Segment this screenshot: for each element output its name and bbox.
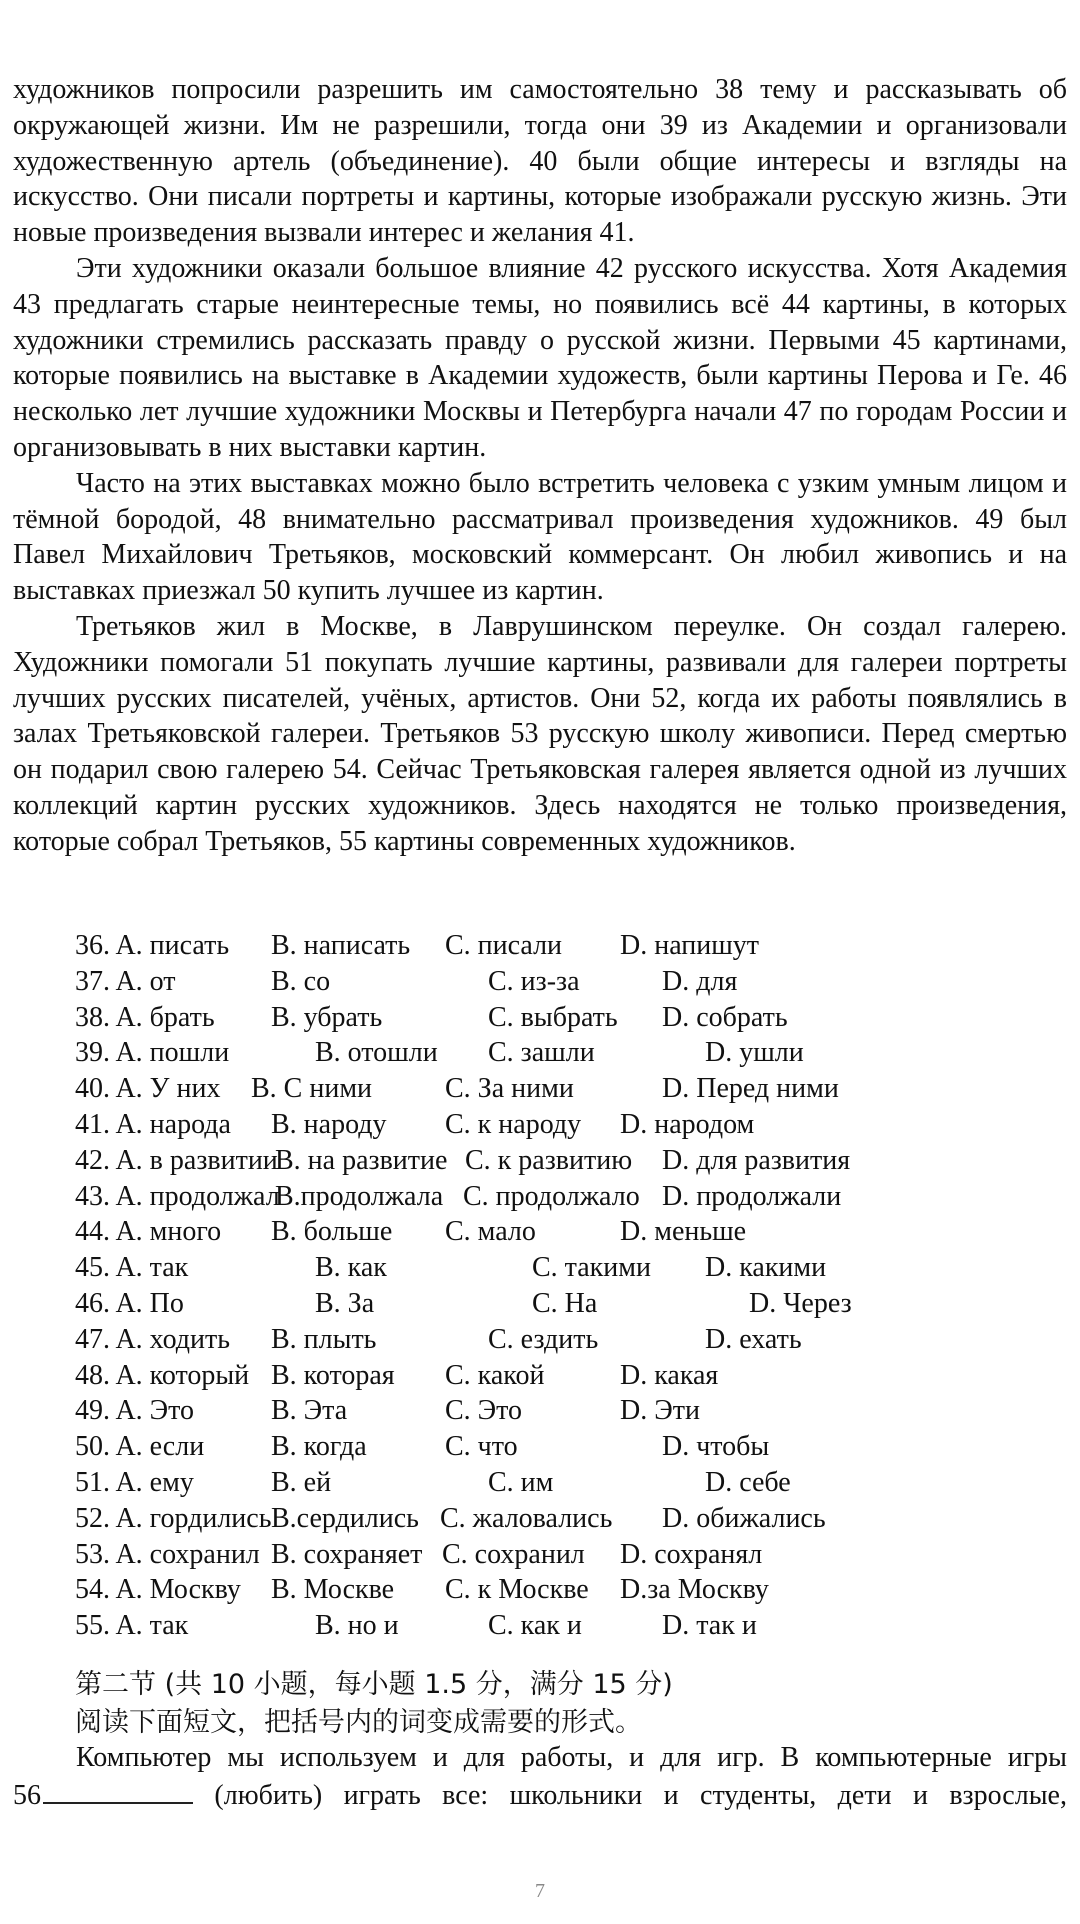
option-a: 51. A. ему — [75, 1466, 194, 1498]
option-b: B. плыть — [271, 1323, 377, 1355]
option-c: C. к Москве — [445, 1574, 589, 1606]
blank-question — [13, 1776, 193, 1814]
option-d: D. обижались — [662, 1502, 826, 1534]
option-b: B. но и — [315, 1610, 399, 1642]
option-a: 38. A. брать — [75, 1001, 215, 1033]
question-row — [75, 1000, 1075, 1036]
option-a: 52. A. гордились — [75, 1502, 272, 1534]
option-c: C. мало — [445, 1216, 536, 1248]
option-d: D. ушли — [705, 1037, 804, 1069]
option-a: 49. A. Это — [75, 1395, 195, 1427]
option-c: C. Это — [445, 1395, 523, 1427]
question-row — [75, 964, 1075, 1000]
option-a: 43. A. продолжал — [75, 1180, 280, 1212]
question-row — [75, 1501, 1075, 1537]
question-row — [75, 1358, 1075, 1394]
option-b: B. написать — [271, 930, 411, 961]
question-row — [75, 1214, 1075, 1250]
question-row — [75, 1071, 1075, 1107]
option-d: D. себе — [705, 1466, 791, 1498]
option-c: C. к народу — [445, 1108, 582, 1140]
question-row — [75, 1429, 1075, 1465]
option-a: 50. A. если — [75, 1431, 205, 1463]
option-b: B. как — [315, 1252, 387, 1284]
option-d: D. напишут — [620, 930, 760, 961]
option-c: C. зашли — [488, 1037, 595, 1069]
option-a: 36. A. писать — [75, 930, 230, 961]
question-row — [75, 1035, 1075, 1071]
passage-line: Компьютер мы используем и для работы, и для игр. В компьютерные игры — [76, 1742, 1067, 1773]
option-d: D. какая — [620, 1359, 719, 1391]
option-a: 46. A. По — [75, 1287, 184, 1319]
passage-word: и — [912, 1780, 928, 1811]
option-b: B. ей — [271, 1466, 332, 1498]
question-row — [75, 1465, 1075, 1501]
option-b: B. отошли — [315, 1037, 438, 1069]
option-b: B.продолжала — [275, 1180, 444, 1212]
passage-word: (любить) — [214, 1780, 323, 1811]
section-heading: 第二节 (共 10 小题，每小题 1.5 分，满分 15 分) — [75, 1669, 673, 1700]
answer-blank[interactable] — [43, 1776, 193, 1804]
question-row — [75, 1107, 1075, 1143]
passage-paragraph: Третьяков жил в Москве, в Лаврушинском переулке. Он создал галерею. Художники помогали 51 покупать лучшие картины, развивали для галереи портреты лучших русских писателей, учёных, артистов. Они 52, когда их работы появлялись в залах Третьяковской галереи. Третьяков 53 русскую школу живописи. Перед смертью он подарил свою галерею 54. Сейчас Третьяковская галерея является одной из лучших коллекций картин русских художников. Здесь находятся не только произведения, которые собрал Третьяков, 55 картины современных художников. — [13, 610, 1067, 857]
option-d: D. Перед ними — [662, 1073, 839, 1105]
question-row — [75, 1286, 1075, 1322]
option-c: C. такими — [532, 1252, 651, 1284]
option-b: B.сердились — [271, 1502, 419, 1534]
option-d: D. сохранял — [620, 1538, 763, 1570]
option-b: B. которая — [271, 1359, 395, 1391]
option-d: D. чтобы — [662, 1431, 770, 1463]
option-b: B. со — [271, 965, 331, 997]
option-c: C. На — [532, 1287, 598, 1319]
option-a: 40. A. У них — [75, 1073, 221, 1105]
option-b: B. когда — [271, 1431, 367, 1463]
passage-paragraph: Эти художники оказали большое влияние 42 русского искусства. Хотя Академия 43 предлагать старые неинтересные темы, но появились всё 44 картины, в которых художники стремились рассказать правду о русской жизни. Первыми 45 картинами, которые появились на выставке в Академии художеств, были картины Перова и Ге. 46 несколько лет лучшие художники Москвы и Петербурга начали 47 по городам России и организовывать в них выставки картин. — [13, 252, 1067, 463]
option-d: D. для развития — [662, 1144, 851, 1176]
option-b: B. народу — [271, 1108, 387, 1140]
option-c: C. ездить — [488, 1323, 599, 1355]
option-c: C. выбрать — [488, 1001, 618, 1033]
question-row — [75, 1537, 1075, 1573]
option-c: C. За ними — [445, 1073, 574, 1105]
option-d: D. какими — [705, 1252, 827, 1284]
question-row — [75, 1393, 1075, 1429]
passage-word: взрослые, — [949, 1780, 1067, 1811]
option-c: C. к развитию — [465, 1144, 633, 1176]
option-b: B. Москве — [271, 1574, 395, 1606]
option-c: C. жаловались — [440, 1502, 613, 1534]
option-d: D. для — [662, 965, 738, 997]
option-a: 55. A. так — [75, 1610, 189, 1642]
option-d: D. ехать — [705, 1323, 802, 1355]
question-number: 56 — [13, 1780, 41, 1811]
passage-word: школьники — [509, 1780, 643, 1811]
option-b: B. С ними — [251, 1073, 373, 1105]
option-c: C. как и — [488, 1610, 582, 1642]
question-row — [75, 1572, 1075, 1608]
option-b: B. Эта — [271, 1395, 348, 1427]
option-b: B. убрать — [271, 1001, 383, 1033]
option-d: D.за Москву — [620, 1574, 769, 1606]
option-c: C. им — [488, 1466, 554, 1498]
page-number: 7 — [535, 1880, 545, 1902]
option-a: 48. A. который — [75, 1359, 250, 1391]
option-c: C. что — [445, 1431, 518, 1463]
option-a: 54. A. Москву — [75, 1574, 241, 1606]
option-b: B. За — [315, 1287, 375, 1319]
option-a: 45. A. так — [75, 1252, 189, 1284]
option-c: C. сохранил — [442, 1538, 585, 1570]
option-c: C. из-за — [488, 965, 580, 997]
question-row — [75, 1250, 1075, 1286]
passage-word: играть — [343, 1780, 421, 1811]
question-row — [75, 1179, 1075, 1215]
option-a: 47. A. ходить — [75, 1323, 231, 1355]
option-a: 42. A. в развитии — [75, 1144, 278, 1176]
reading-passage — [13, 72, 1067, 860]
section-two — [75, 1666, 1065, 1742]
option-d: D. народом — [620, 1108, 755, 1140]
option-a: 39. A. пошли — [75, 1037, 230, 1069]
option-d: D. продолжали — [662, 1180, 842, 1212]
passage-continuation — [13, 1740, 1067, 1814]
passage-word: дети — [837, 1780, 892, 1811]
option-a: 53. A. сохранил — [75, 1538, 260, 1570]
question-row — [75, 928, 1075, 964]
question-row — [75, 1143, 1075, 1179]
passage-word: студенты, — [700, 1780, 817, 1811]
answer-options — [75, 928, 1075, 1644]
option-b: B. сохраняет — [271, 1538, 423, 1570]
option-d: D. Эти — [620, 1395, 700, 1427]
option-a: 44. A. много — [75, 1216, 222, 1248]
option-c: C. какой — [445, 1359, 545, 1391]
passage-paragraph: Часто на этих выставках можно было встретить человека с узким умным лицом и тёмной бородой, 48 внимательно рассматривал произведения художников. 49 был Павел Михайлович Третьяков, московский коммерсант. Он любил живопись и на выставках приезжал 50 купить лучшее из картин. — [13, 467, 1067, 607]
option-d: D. Через — [749, 1287, 852, 1319]
option-c: C. писали — [445, 930, 563, 961]
passage-word: все: — [442, 1780, 489, 1811]
option-d: D. собрать — [662, 1001, 788, 1033]
passage-word: и — [663, 1780, 679, 1811]
option-a: 41. A. народа — [75, 1108, 231, 1140]
option-b: B. больше — [271, 1216, 393, 1248]
option-c: C. продолжало — [463, 1180, 640, 1212]
option-a: 37. A. от — [75, 965, 176, 997]
passage-paragraph: художников попросили разрешить им самостоятельно 38 тему и рассказывать об окружающей жизни. Им не разрешили, тогда они 39 из Академии и организовали художественную артель (объединение). 40 были общие интересы и взгляды на искусство. Они писали портреты и картины, которые изображали русскую жизнь. Эти новые произведения вызвали интерес и желания 41. — [13, 74, 1067, 249]
option-d: D. меньше — [620, 1216, 747, 1248]
section-instruction: 阅读下面短文，把括号内的词变成需要的形式。 — [75, 1707, 642, 1738]
question-row — [75, 1322, 1075, 1358]
option-b: B. на развитие — [275, 1144, 448, 1176]
question-row — [75, 1608, 1075, 1644]
option-d: D. так и — [662, 1610, 757, 1642]
passage-line-with-blank — [13, 1776, 1067, 1814]
